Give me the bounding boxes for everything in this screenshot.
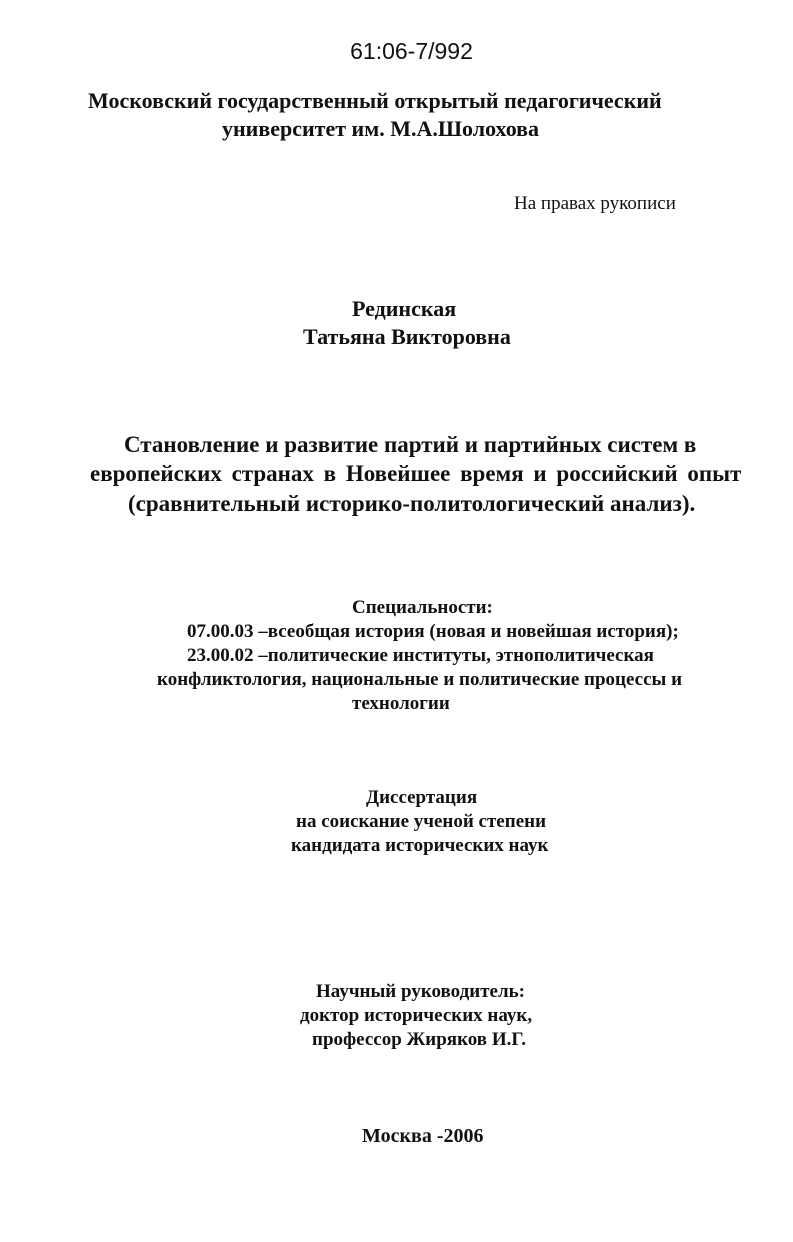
specialty-line-3: конфликтология, национальные и политические процессы и [157, 669, 683, 690]
catalog-number: 61:06-7/992 [350, 38, 473, 64]
supervisor-heading: Научный руководитель: [316, 981, 525, 1002]
thesis-title-line-2: европейских странах в Новейшее время и российский опыт [90, 461, 742, 486]
author-given-names: Татьяна Викторовна [303, 324, 511, 349]
rights-notice: На правах рукописи [514, 193, 676, 214]
thesis-title-line-1: Становление и развитие партий и партийных систем в [124, 432, 697, 457]
author-surname: Рединская [352, 296, 457, 321]
specialties-heading: Специальности: [352, 597, 493, 618]
dissertation-line-2: кандидата исторических наук [291, 835, 549, 856]
supervisor-line-1: доктор исторических наук, [300, 1005, 533, 1026]
specialty-line-1: 07.00.03 –всеобщая история (новая и новейшая история); [187, 621, 679, 642]
institution-line-2: университет им. М.А.Шолохова [222, 116, 540, 141]
supervisor-line-2: профессор Жиряков И.Г. [312, 1029, 527, 1050]
thesis-title-line-3: (сравнительный историко-политологический анализ). [128, 491, 696, 516]
institution-line-1: Московский государственный открытый педагогический [88, 88, 662, 113]
dissertation-line-1: на соискание ученой степени [296, 811, 547, 832]
dissertation-heading: Диссертация [366, 787, 478, 808]
specialty-line-4: технологии [352, 693, 450, 714]
city-year: Москва -2006 [362, 1125, 484, 1147]
specialty-line-2: 23.00.02 –политические институты, этнополитическая [187, 645, 654, 666]
